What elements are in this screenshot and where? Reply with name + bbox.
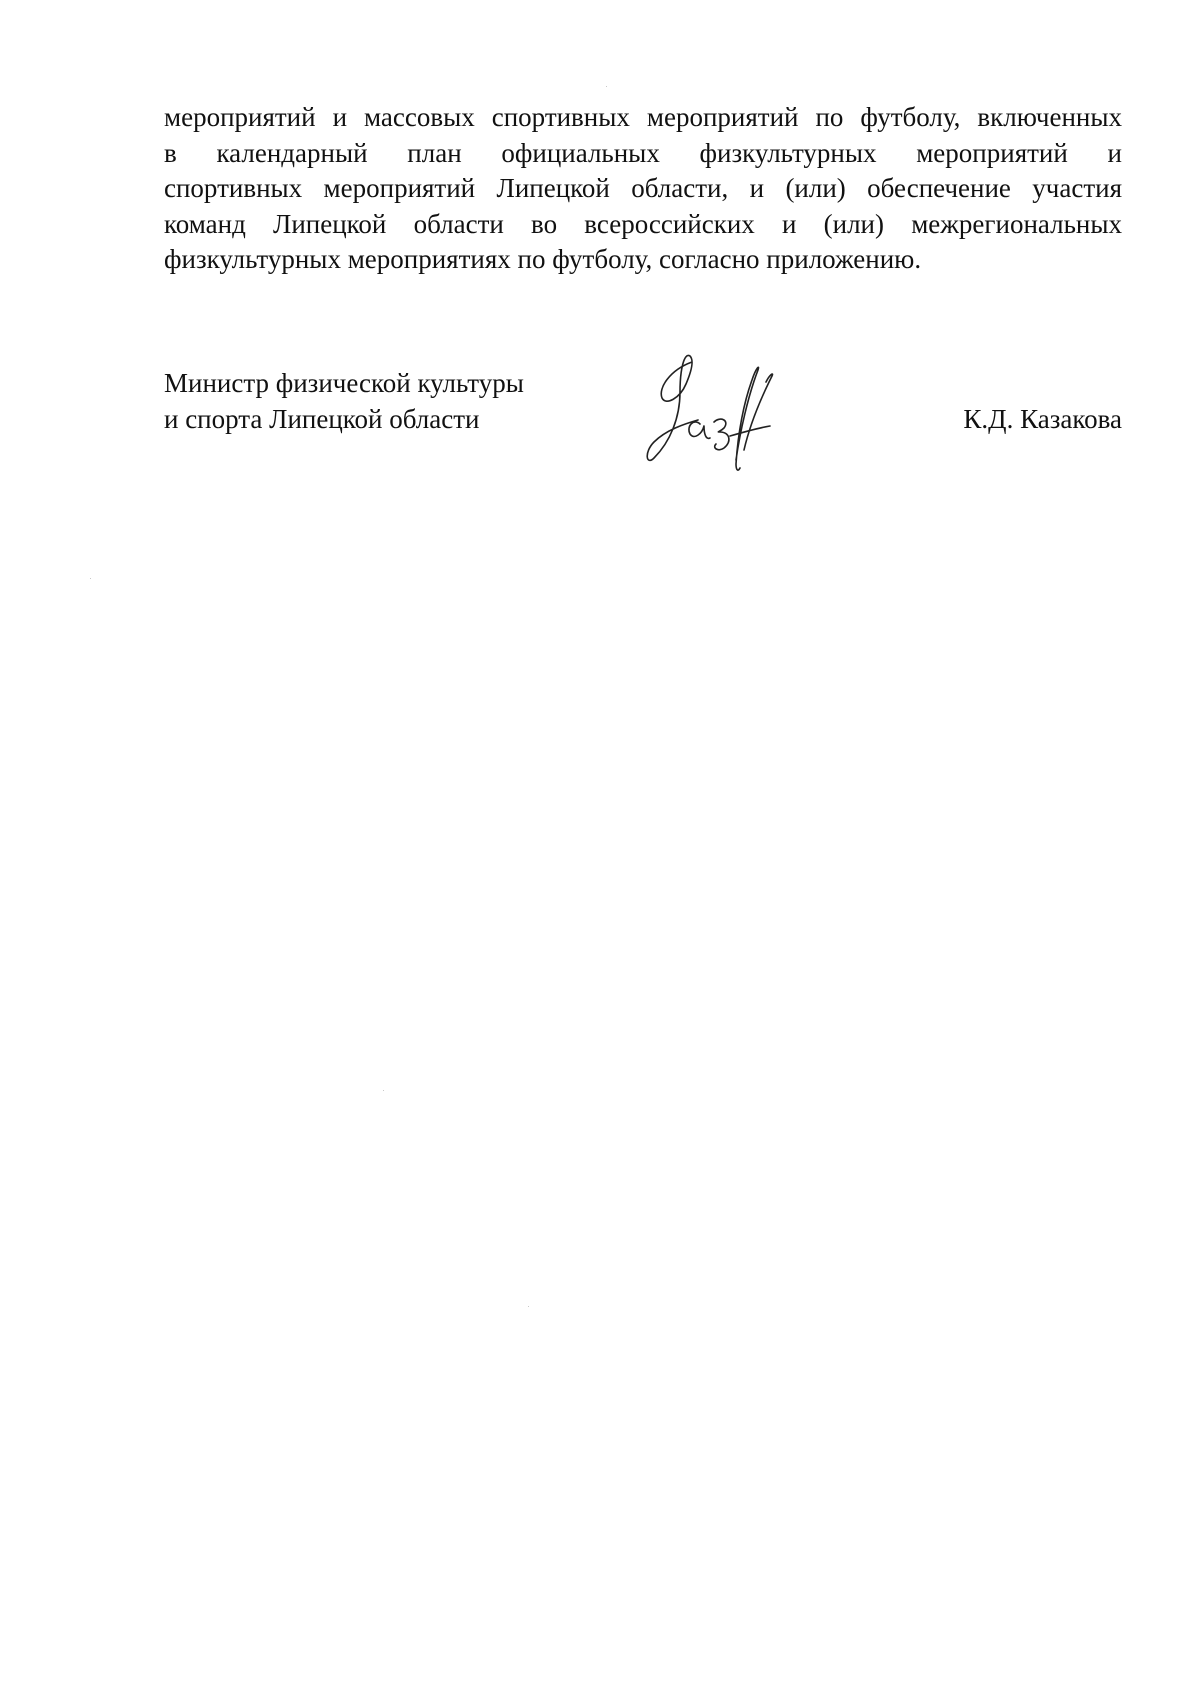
body-line: команд Липецкой области во всероссийских и (или) межрегиональных [164,208,1122,239]
signer-position [164,366,524,437]
body-line: спортивных мероприятий Липецкой области, и (или) обеспечение участия [164,173,1122,203]
body-paragraph [164,100,1122,278]
scan-speck [606,86,607,87]
signer-position-line: и спорта Липецкой области [164,403,480,434]
handwritten-signature [640,340,810,480]
body-line: физкультурных мероприятиях по футболу, согласно приложению. [164,244,922,274]
body-line: мероприятий и массовых спортивных мероприятий по футболу, включенных [164,102,1122,132]
signer-position-line: Министр физической культуры [164,368,524,398]
body-line: в календарный план официальных физкультурных мероприятий и [164,137,1122,168]
scan-speck [528,1306,529,1307]
scan-speck [90,578,91,579]
scan-speck [383,1090,384,1091]
signer-name: К.Д. Казакова [963,403,1122,434]
